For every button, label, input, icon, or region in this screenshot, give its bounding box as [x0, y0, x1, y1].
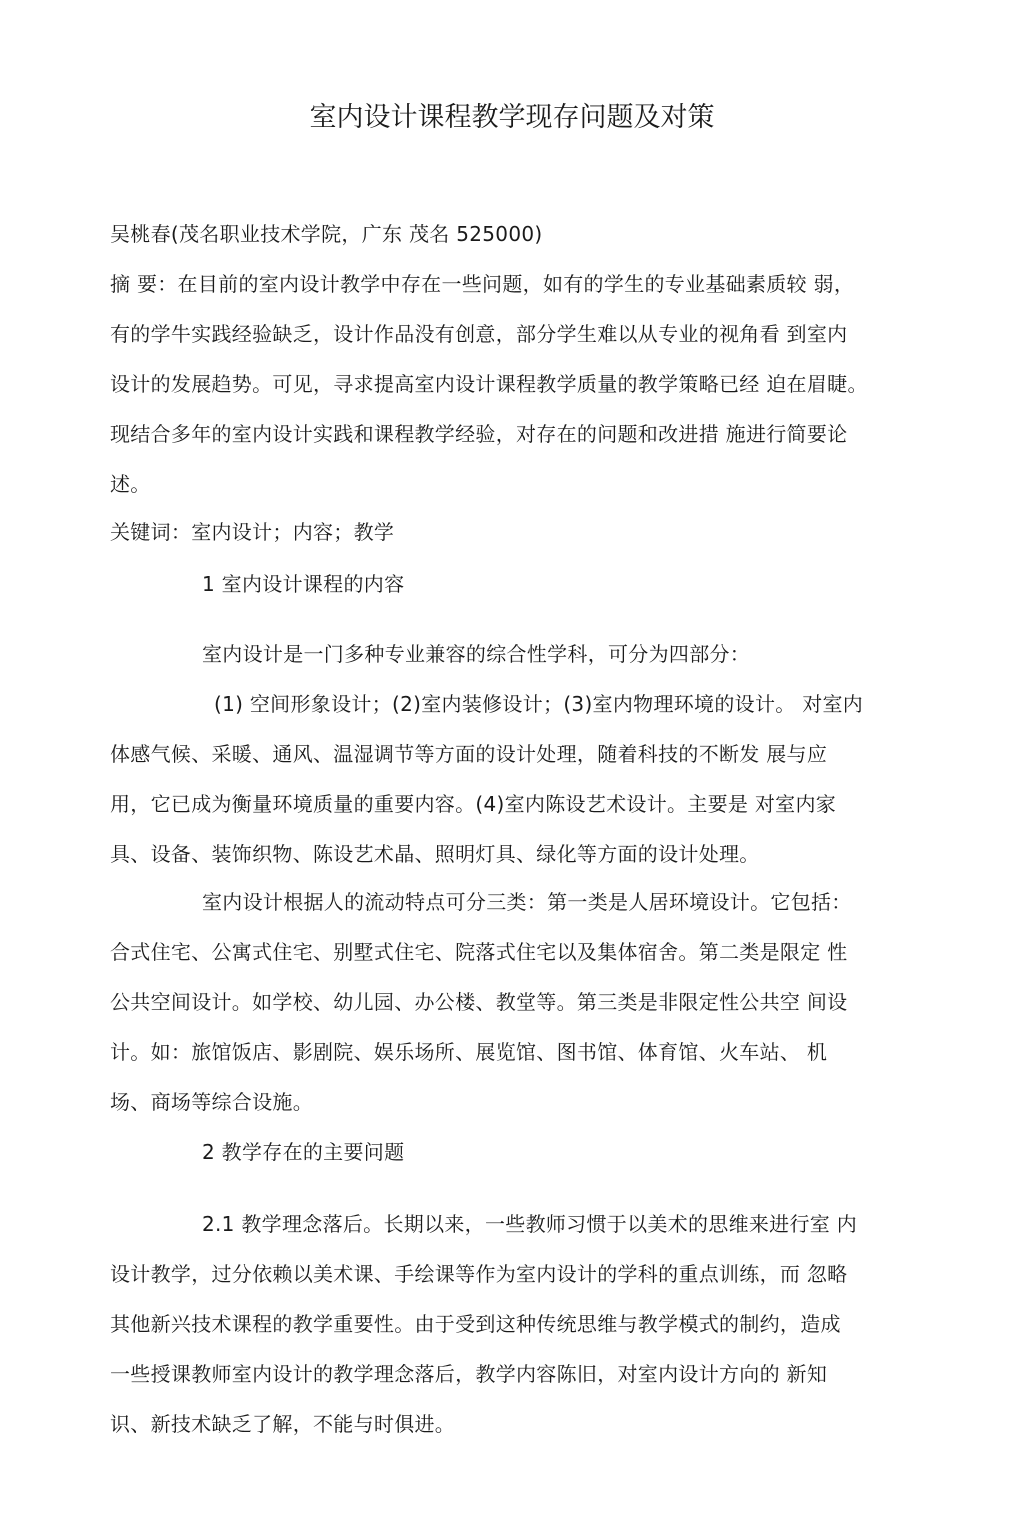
abstract-line: 摘 要：在目前的室内设计教学中存在一些问题，如有的学生的专业基础素质较 弱，	[110, 272, 855, 296]
paragraph-line: 2.1 教学理念落后。长期以来，一些教师习惯于以美术的思维来进行室 内	[202, 1212, 858, 1236]
paragraph-line: 设计教学，过分依赖以美术课、手绘课等作为室内设计的学科的重点训练，而 忽略	[110, 1262, 848, 1286]
paragraph-line: 室内设计根据人的流动特点可分三类：第一类是人居环境设计。它包括：	[202, 890, 852, 914]
paragraph-line: 体感气候、采暖、通风、温湿调节等方面的设计处理，随着科技的不断发 展与应	[110, 742, 828, 766]
paragraph-line: 其他新兴技术课程的教学重要性。由于受到这种传统思维与教学模式的制约，造成	[110, 1312, 841, 1336]
paragraph-line: 公共空间设计。如学校、幼儿园、办公楼、教堂等。第三类是非限定性公共空 间设	[110, 990, 848, 1014]
paragraph-line: 用，它已成为衡量环境质量的重要内容。(4)室内陈设艺术设计。主要是 对室内家	[110, 792, 837, 816]
paragraph-line: 一些授课教师室内设计的教学理念落后，教学内容陈旧，对室内设计方向的 新知	[110, 1362, 828, 1386]
paragraph-line: 场、商场等综合设施。	[110, 1090, 313, 1114]
section-heading: 2 教学存在的主要问题	[202, 1140, 405, 1164]
section-heading: 1 室内设计课程的内容	[202, 572, 405, 596]
paragraph-line: (1) 空间形象设计；(2)室内装修设计；(3)室内物理环境的设计。 对室内	[214, 692, 864, 716]
author-affiliation: 吴桃春(茂名职业技术学院，广东 茂名 525000)	[110, 222, 543, 246]
paragraph-line: 识、新技术缺乏了解，不能与时俱进。	[110, 1412, 456, 1436]
abstract-line: 设计的发展趋势。可见，寻求提高室内设计课程教学质量的教学策略已经 迫在眉睫。	[110, 372, 868, 396]
document-title: 室内设计课程教学现存问题及对策	[309, 102, 715, 133]
paragraph-line: 具、设备、装饰织物、陈设艺术晶、照明灯具、绿化等方面的设计处理。	[110, 842, 760, 866]
abstract-line: 有的学牛实践经验缺乏，设计作品没有创意，部分学生难以从专业的视角看 到室内	[110, 322, 848, 346]
abstract-line: 述。	[110, 472, 151, 496]
paragraph-line: 合式住宅、公寓式住宅、别墅式住宅、院落式住宅以及集体宿舍。第二类是限定 性	[110, 940, 848, 964]
paragraph-line: 室内设计是一门多种专业兼容的综合性学科，可分为四部分：	[202, 642, 751, 666]
paragraph-line: 计。如：旅馆饭店、影剧院、娱乐场所、展览馆、图书馆、体育馆、火车站、 机	[110, 1040, 828, 1064]
abstract-line: 现结合多年的室内设计实践和课程教学经验，对存在的问题和改进措 施进行简要论	[110, 422, 848, 446]
keywords: 关键词：室内设计；内容；教学	[110, 520, 395, 544]
